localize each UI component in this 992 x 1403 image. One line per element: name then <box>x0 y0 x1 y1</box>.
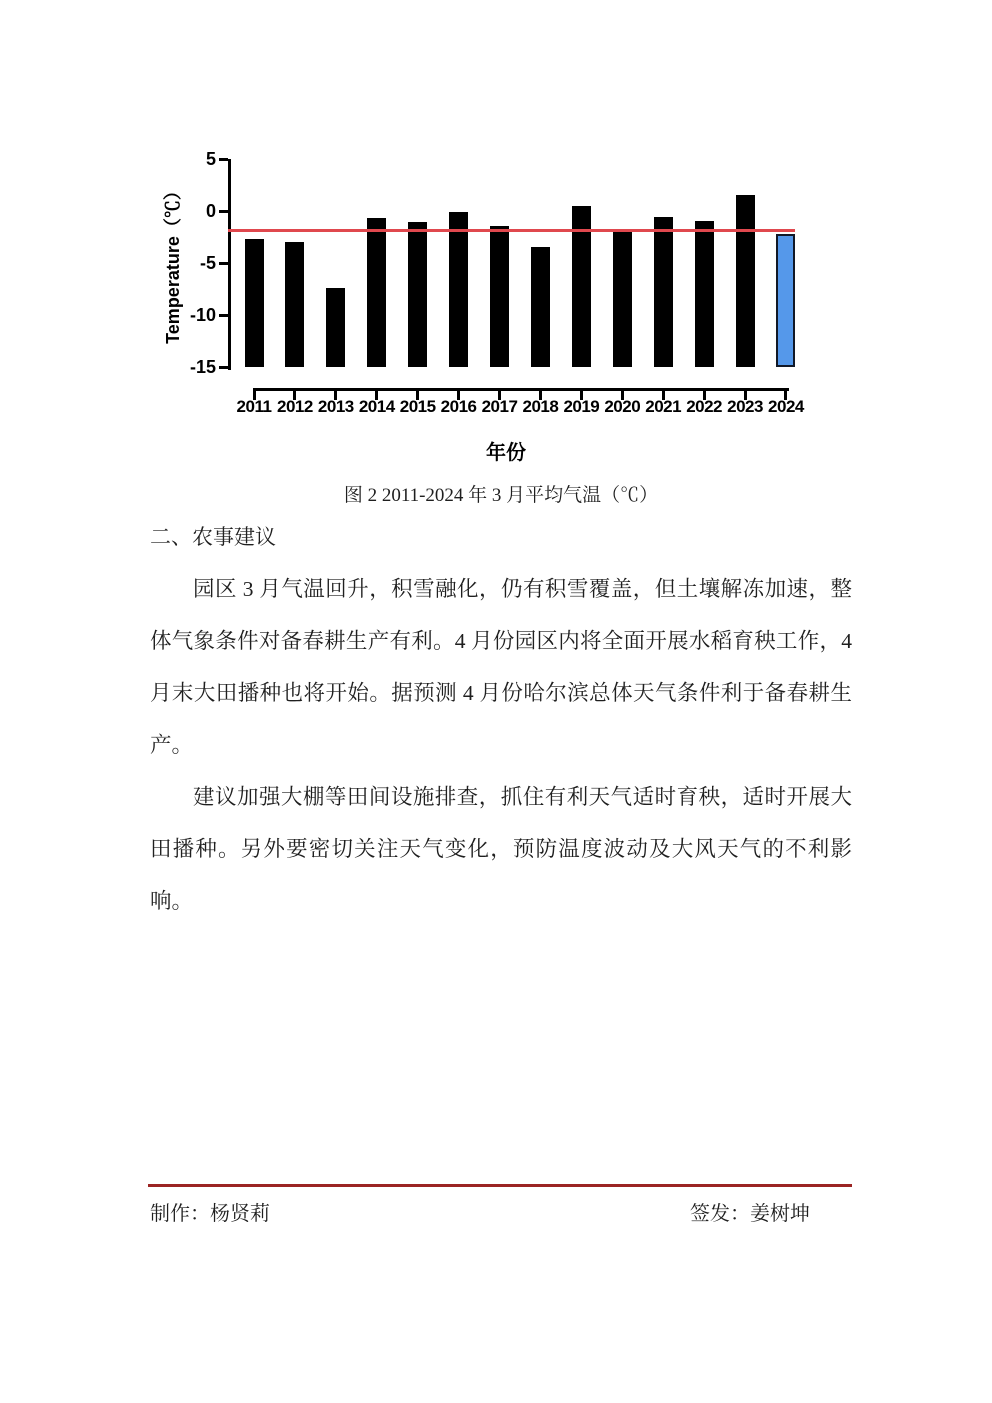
x-tick-label-2021: 2021 <box>645 397 682 416</box>
y-tick-label: -15 <box>189 357 216 377</box>
bar-2012 <box>285 242 304 367</box>
body-text <box>150 563 852 927</box>
x-tick-label-2012: 2012 <box>276 397 313 416</box>
figure-caption: 图 2 2011-2024 年 3 月平均气温（℃） <box>343 485 659 506</box>
section-heading: 二、农事建议 <box>150 525 276 549</box>
x-tick-label-2011: 2011 <box>236 397 272 416</box>
x-tick-label-2018: 2018 <box>522 397 559 416</box>
paragraph: 园区 3 月气温回升，积雪融化，仍有积雪覆盖，但土壤解冻加速，整体气象条件对备春耕生产有利。4 月份园区内将全面开展水稻育秧工作，4 月末大田播种也将开始。据预测 4 月份哈尔滨总体天气条件利于备春耕生产。 <box>150 577 852 757</box>
x-tick-label-2016: 2016 <box>440 397 477 416</box>
x-tick-label-2023: 2023 <box>727 397 763 416</box>
paragraph: 建议加强大棚等田间设施排查，抓住有利天气适时育秧，适时开展大田播种。另外要密切关注天气变化，预防温度波动及大风天气的不利影响。 <box>150 785 852 913</box>
bar-2021 <box>654 217 673 367</box>
y-axis-title: Temperature（℃） <box>163 182 183 344</box>
bar-2017 <box>490 226 509 367</box>
x-tick-label-2019: 2019 <box>563 397 600 416</box>
x-tick-label-2013: 2013 <box>317 397 354 416</box>
y-tick-label: -5 <box>199 253 216 273</box>
footer-producer: 制作：杨贤莉 <box>150 1203 270 1225</box>
bar-2013 <box>326 288 345 367</box>
x-tick-label-2024: 2024 <box>768 397 804 416</box>
bar-2023 <box>736 195 755 367</box>
y-axis <box>228 159 231 370</box>
y-tick-label: -10 <box>189 305 216 325</box>
footer-rule <box>148 1184 852 1187</box>
x-tick-label-2020: 2020 <box>604 397 641 416</box>
x-axis-title: 年份 <box>485 442 526 464</box>
x-tick-label-2022: 2022 <box>686 397 723 416</box>
x-tick-label-2017: 2017 <box>481 397 518 416</box>
bar-2024 <box>776 234 795 367</box>
y-axis-tick <box>219 366 228 369</box>
bar-2015 <box>408 222 427 367</box>
y-axis-tick <box>219 210 228 213</box>
footer-issuer: 签发：姜树坤 <box>690 1203 810 1225</box>
y-axis-tick <box>219 314 228 317</box>
bar-2014 <box>367 218 386 367</box>
bar-2018 <box>531 247 550 367</box>
bar-2022 <box>695 221 714 367</box>
y-axis-tick <box>219 262 228 265</box>
x-tick-label-2014: 2014 <box>358 397 395 416</box>
x-tick-label-2015: 2015 <box>399 397 436 416</box>
y-tick-label: 0 <box>205 201 216 221</box>
mean-temperature-line <box>228 229 795 232</box>
bar-2016 <box>449 212 468 367</box>
y-axis-tick <box>219 158 228 161</box>
y-tick-label: 5 <box>205 149 216 169</box>
bar-2020 <box>613 229 632 367</box>
bar-2011 <box>245 239 264 367</box>
temperature-bar-chart <box>140 140 860 475</box>
